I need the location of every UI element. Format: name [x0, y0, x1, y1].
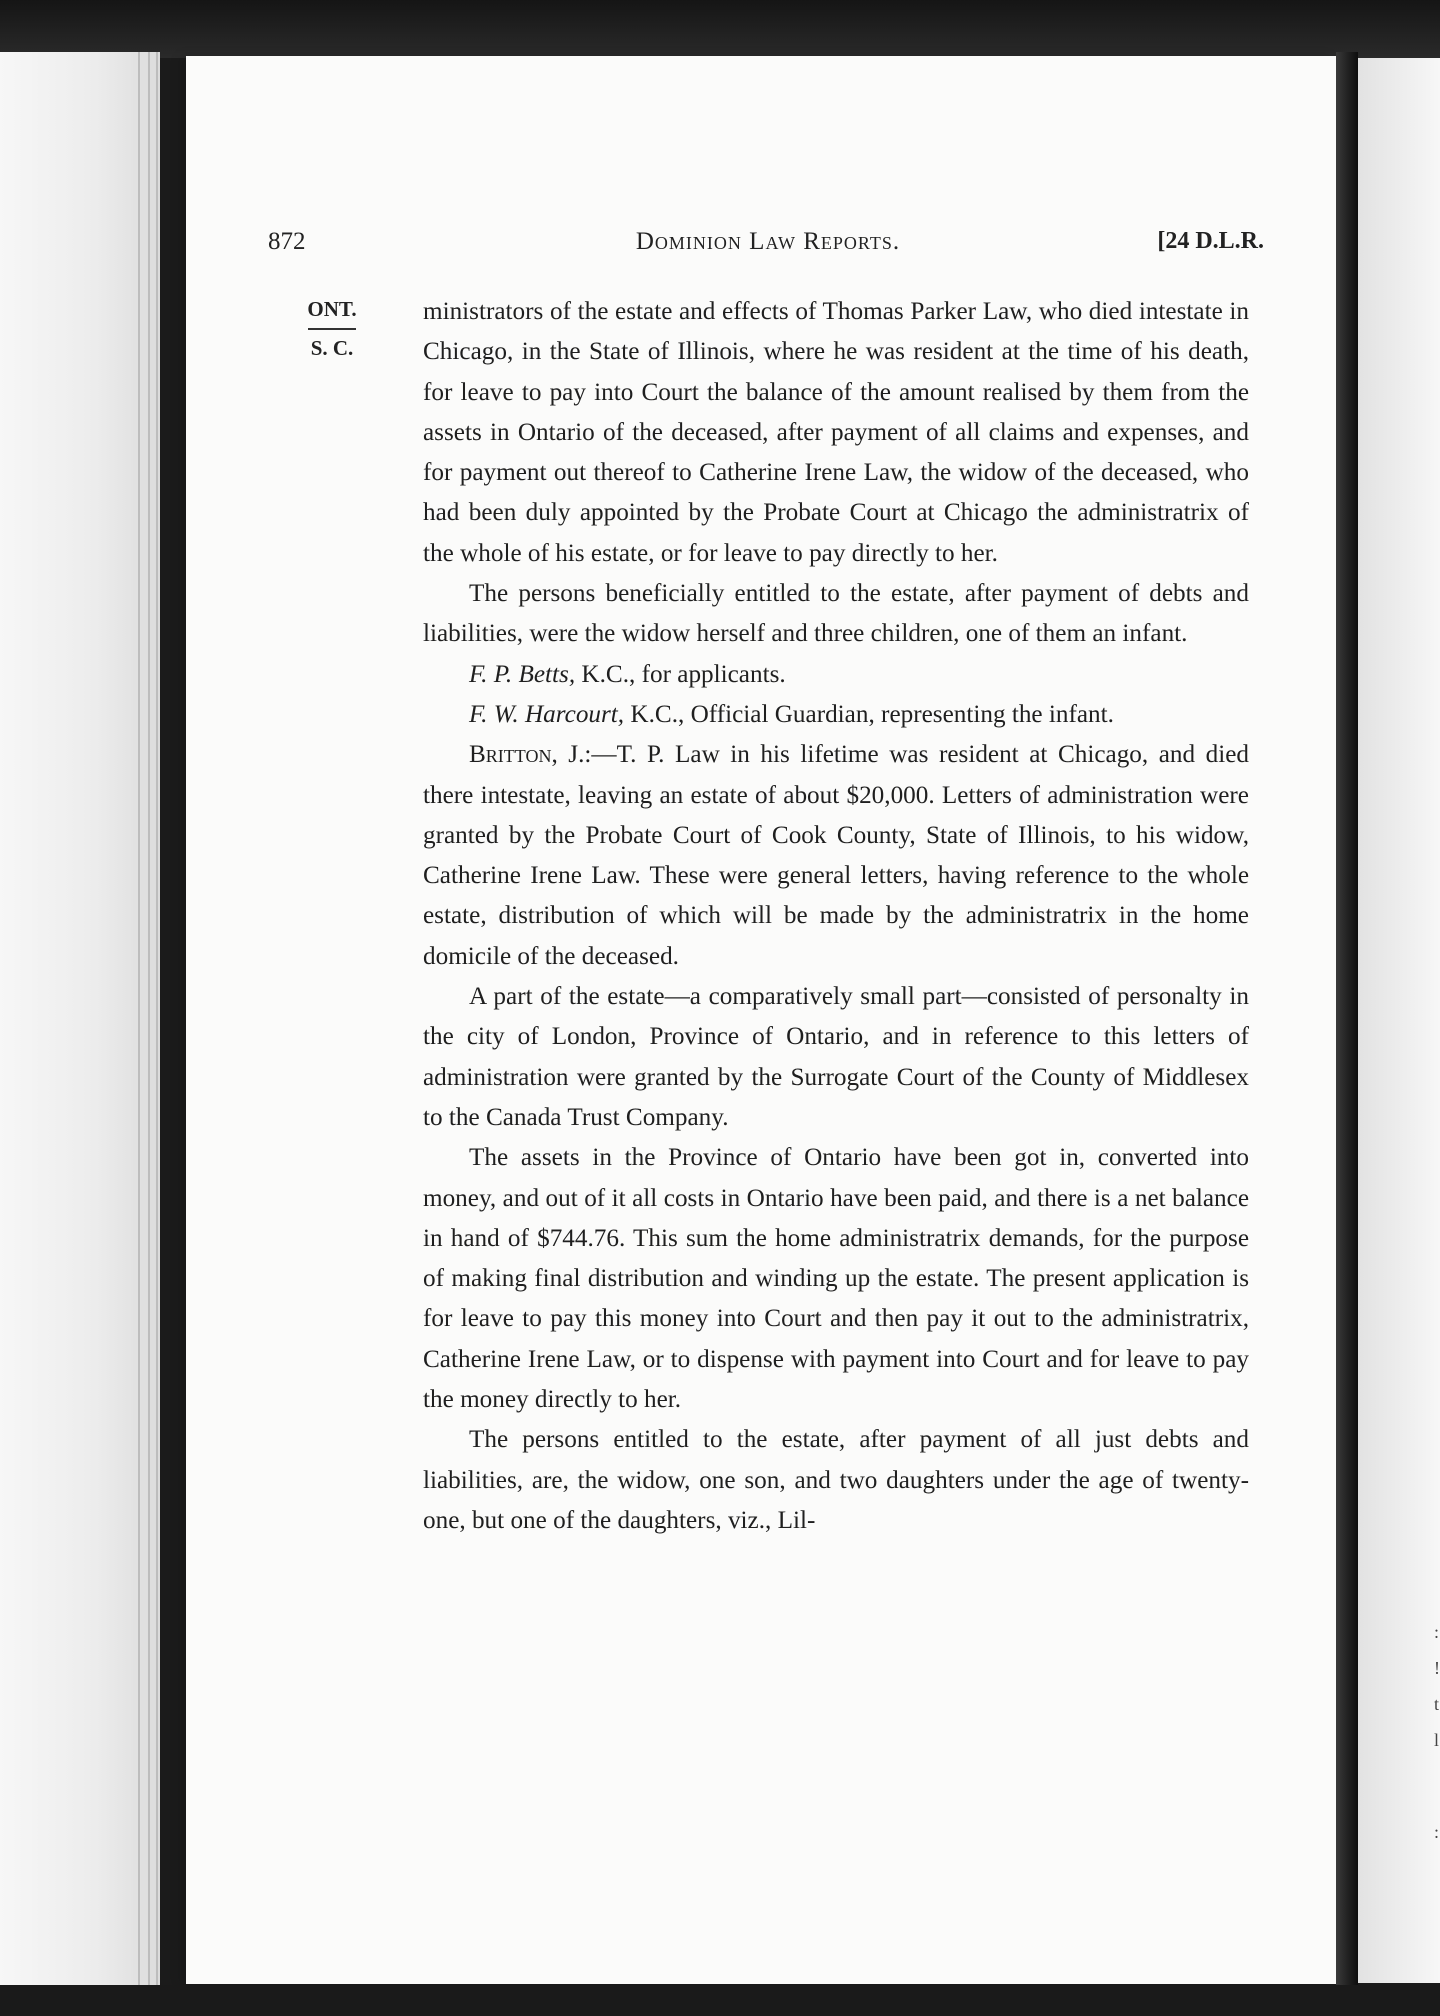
counsel-line [423, 695, 1249, 735]
counsel-name: F. P. Betts, [469, 660, 576, 688]
facing-page-mark: : [1434, 1822, 1440, 1842]
page-edge-line [138, 52, 140, 1992]
scan-top-shadow [0, 0, 1440, 58]
judgment-opening [423, 735, 1249, 977]
paragraph: ministrators of the estate and effects of Thomas Parker Law, who died intestate in Chicago, in the State of Illinois, where he was resident at the time of his death, for leave to pay into Court the balance of the amount realised by them from the assets in Ontario of the deceased, after payment of all claims and expenses, and for payment out thereof to Catherine Irene Law, the widow of the deceased, who had been duly appointed by the Probate Court at Chicago the administratrix of the whole of his estate, or for leave to pay directly to her. [423, 298, 1249, 567]
page-edge-line [156, 52, 158, 1992]
counsel-role: K.C., for applicants. [575, 660, 786, 688]
counsel-line [423, 655, 1249, 695]
facing-page-mark: l [1434, 1730, 1440, 1750]
paragraph: The assets in the Province of Ontario have been got in, converted into money, and out of it all costs in Ontario have been paid, and there is a net balance in hand of $744.76. This sum the home administratrix demands, for the purpose of making final distribution and winding up the estate. The present application is for leave to pay this money into Court and then pay it out to the administratrix, Catherine Irene Law, or to dispense with payment into Court and for leave to pay the money directly to her. [423, 1144, 1249, 1414]
left-page-edges [0, 52, 160, 1992]
book-spine-shadow [1336, 52, 1358, 1992]
judgment-text: :—T. P. Law in his lifetime was resident at Chicago, and died there intestate, leaving an estate of about $20,000. Letters of administration were granted by the Probate Court of Cook County, State of Illinois, to his widow, Catherine Irene Law. These were general letters, having reference to the whole estate, distribution of which will be made by the administratrix in the home domicile of the deceased. [423, 741, 1249, 970]
court-label: S. C. [310, 336, 354, 360]
margin-rule [308, 328, 356, 330]
page-edge-line [148, 52, 150, 1992]
facing-page-mark: t [1434, 1694, 1440, 1714]
scan-bottom-shadow [0, 1985, 1440, 2016]
jurisdiction-label: ONT. [307, 297, 357, 321]
running-title: Dominion Law Reports. [635, 228, 901, 255]
facing-page-edge [1358, 58, 1440, 1983]
counsel-name: F. W. Harcourt, [469, 700, 625, 728]
facing-page-mark: ! [1434, 1658, 1440, 1678]
volume-reference: [24 D.L.R. [1157, 228, 1264, 254]
paragraph: The persons beneficially entitled to the estate, after payment of debts and liabilities, were the widow herself and three children, one of them an infant. [423, 580, 1249, 648]
page-header [268, 228, 1264, 268]
page-number: 872 [268, 228, 306, 255]
facing-page-mark: : [1434, 1622, 1440, 1642]
margin-note [302, 297, 362, 361]
judge-name: Britton, J. [469, 741, 585, 769]
counsel-role: K.C., Official Guardian, representing the infant. [624, 700, 1114, 728]
paragraph: A part of the estate—a comparatively small part—consisted of personalty in the city of London, Province of Ontario, and in reference to this letters of administration were granted by the Surrogate Court of the County of Middlesex to the Canada Trust Company. [423, 983, 1249, 1131]
paragraph: The persons entitled to the estate, after payment of all just debts and liabilities, are, the widow, one son, and two daughters under the age of twenty-one, but one of the daughters, viz., Lil- [423, 1426, 1249, 1534]
body-text [423, 292, 1249, 1541]
